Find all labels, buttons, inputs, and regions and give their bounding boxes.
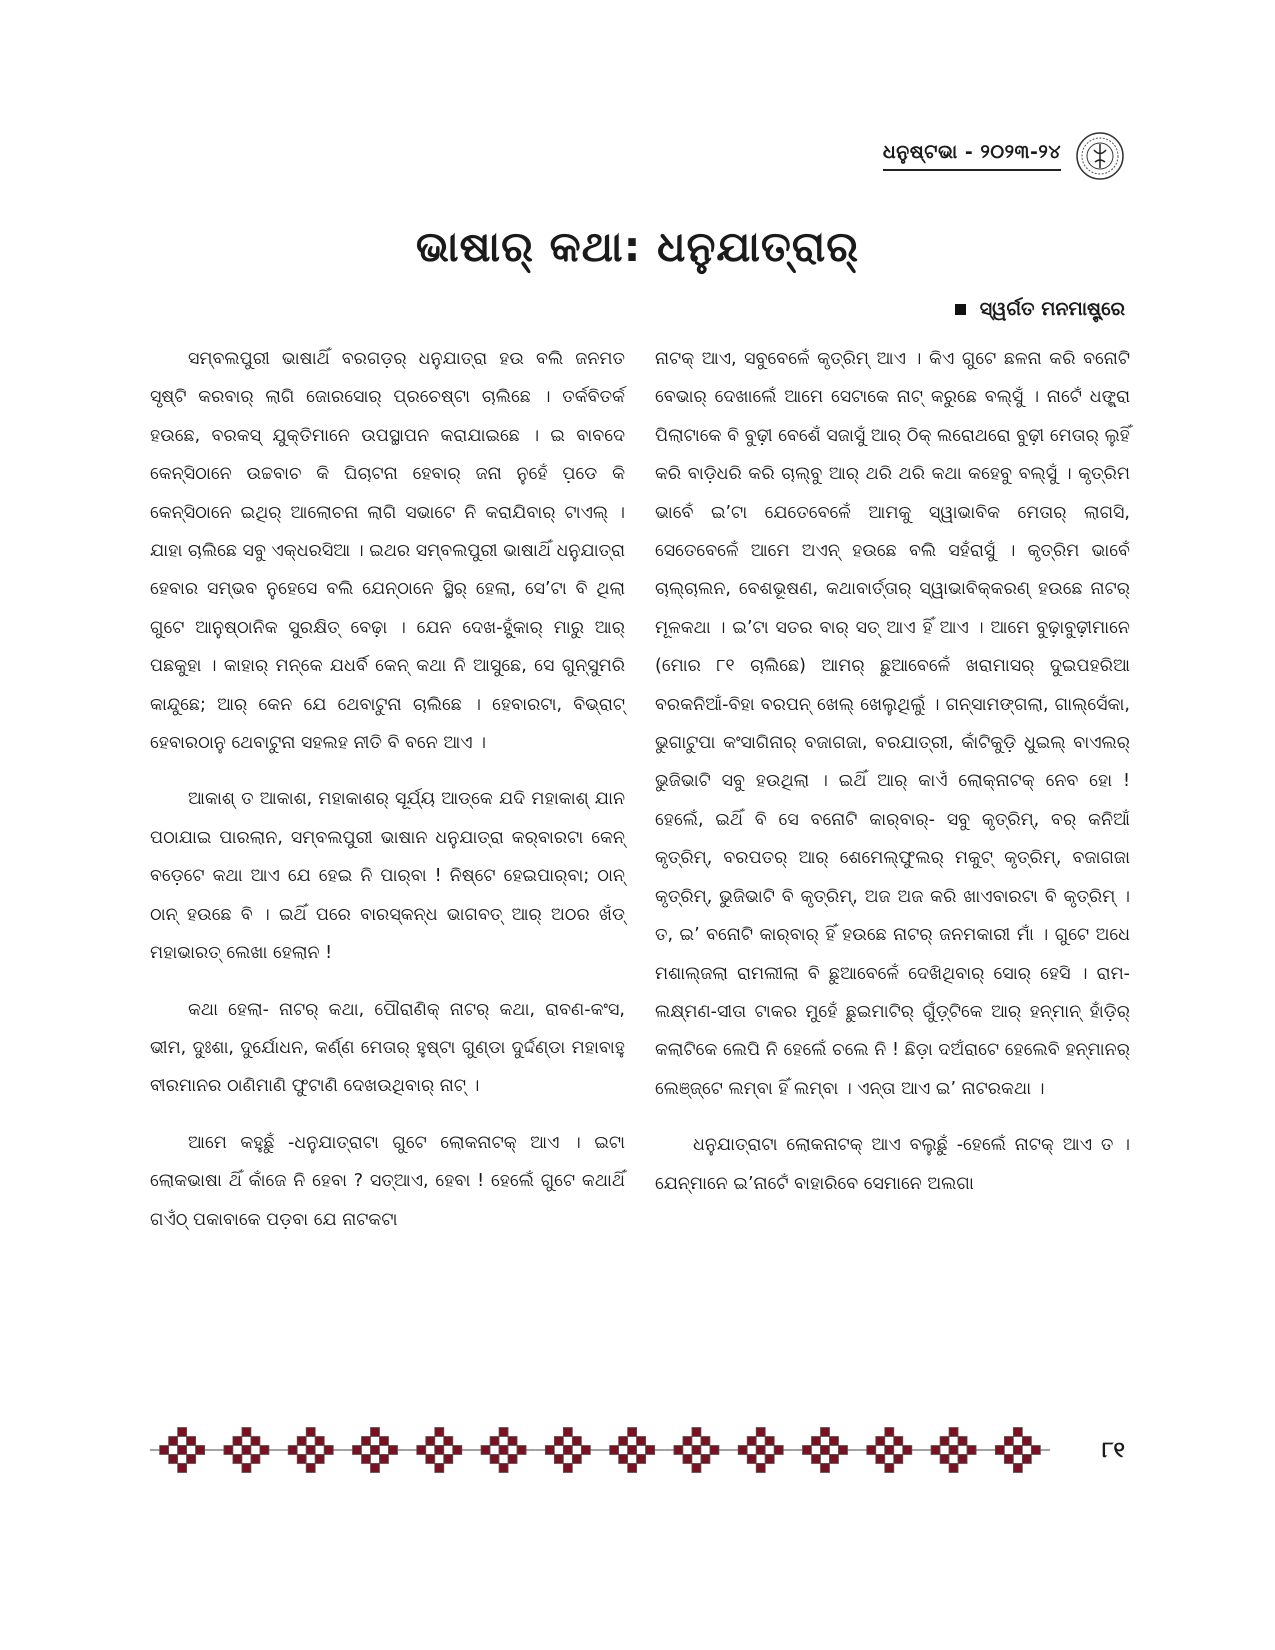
ornament-motif-icon (407, 1428, 471, 1473)
running-title: ଧନୁଷ୍ଟଭା - ୨୦୨୩-୨୪ (883, 141, 1061, 171)
ornament-motif-icon (343, 1428, 407, 1473)
ornament-motif-icon (214, 1428, 278, 1473)
paragraph: ସମ୍ବଲପୁରୀ ଭାଷାଥିଁ ବରଗଡ଼ର୍ ଧନୁଯାତ୍ରା ହଉ ବଲି ଜନମତ ସୃଷ୍ଟି କରବାର୍ ଲାଗି ଜୋରସୋର୍ ପ୍ରଚେଷ୍ଟା ଚାଲିଛେ । ତର୍କବିତର୍କ ହଉଛେ, ବରକସ୍ ଯୁକ୍ତିମାନେ ଉପସ୍ଥାପନ କରାଯାଇଛେ । ଇ ବାବଦେ କେନ୍‌ସିଠାନେ ଉଚ୍ଚବାଚ କି ଘିଚାଟନା ହେବାର୍ ଜନା ନୁହେଁ ପଡେ଼ କି କେନ୍‌ସିଠାନେ ଇଥିର୍ ଆଲୋଚନା ଲାଗି ସଭାଟେ ନି କରାଯିବାର୍ ଟାଏଲ୍ । ଯାହା ଚାଲିଛେ ସବୁ ଏକ୍‌ଧରସିଆ । ଇଥର ସମ୍ବଲପୁରୀ ଭାଷାଥିଁ ଧନୁଯାତ୍ରା ହେବାର ସମ୍ଭବ ନୁହେସେ ବଲି ଯେନ୍‌ଠାନେ ସ୍ଥିର୍ ହେଲା, ସେ’ଟା ବି ଥିଲା ଗୁଟେ ଆନୁଷ୍ଠାନିକ ସୁରକ୍ଷିତ୍ ବେଢ଼ା । ଯେନ ଦେଖ-ହୁଁକାର୍ ମାରୁ ଆର୍ ପଛକୁହା । କାହାର୍ ମନ୍‌କେ ଯଧର୍ବି କେନ୍ କଥା ନି ଆସୁଛେ, ସେ ଗୁନ୍‌ସୁମରି କାନ୍ଦୁଛେ; ଆର୍ କେନ ଯେ ଥେବାଟୁନା ଚାଲିଛେ । ହେବାରଟା, ବିଭ୍ରାଟ୍ ହେବାରଠାନୁ ଥେବାଟୁନା ସହଲହ ନୀତି ବି ବନେ ଆଏ । (150, 349, 625, 754)
paragraph: କଥା ହେଲା- ନାଟର୍ କଥା, ପୌରାଣିକ୍ ନାଟର୍ କଥା, ରାବଣ-କଂସ, ଭୀମ, ଦୁଃଶା, ଦୁର୍ଯୋଧନ, କର୍ଣ୍ଣ ମେତାର୍ ହୁଷ୍ଟା ଗୁଣ୍ଡା ଦୁର୍ଦ୍ଦଣ୍ଡା ମହାବାହୁ ବୀରମାନର ଠାଣିମାଣି ଫୁଟାଣି ଦେଖଉଥିବାର୍ ନାଟ୍ । (150, 999, 625, 1097)
bullet-square-icon (955, 304, 966, 315)
article-title: ଭାଷାର୍ କଥା: ଧନୁଯାତ୍ରାର୍ (415, 222, 860, 271)
ornament-motif-icon (729, 1428, 793, 1473)
left-column (150, 340, 625, 1239)
paragraph: ଧନୁଯାତ୍ରାଟା ଲୋକନାଟକ୍ ଆଏ ବଲୁଛୁଁ -ହେଲେଁ ନାଟକ୍ ଆଏ ତ । ଯେନ୍‌ମାନେ ଇ’ନାଟେଁ ବାହାରିବେ ସେମାନେ ଅଲଗା (655, 1135, 1130, 1194)
ornament-motif-icon (664, 1428, 728, 1473)
seal-emblem-icon (1075, 131, 1125, 181)
running-header (883, 131, 1125, 181)
ornament-motif-icon (279, 1428, 343, 1473)
author-byline (955, 298, 1125, 320)
ornament-motif-icon (471, 1428, 535, 1473)
ornament-motif-icon (536, 1428, 600, 1473)
ornament-motif-icon (150, 1428, 214, 1473)
page-footer (150, 1420, 1125, 1480)
author-name: ସ୍ୱର୍ଗତ ମନମାଷ୍ଟ୍ରେ (979, 298, 1125, 320)
page-number: ୮୧ (1102, 1437, 1125, 1463)
paragraph: ଆମେ କହୁଛୁଁ -ଧନୁଯାତ୍ରାଟା ଗୁଟେ ଲୋକନାଟକ୍ ଆଏ । ଇଟା ଲୋକଭାଷା ଥିଁ କାଁଜେ ନି ହେବା ? ସତ୍‌ଆଏ, ହେବା ! ହେଲେଁ ଗୁଟେ କଥାଥିଁ ଗଏଁଠ୍ ପକାବାକେ ପଡ଼ବା ଯେ ନାଟକଟା (150, 1132, 625, 1230)
ornament-motif-icon (921, 1428, 985, 1473)
footer-ornament-band (150, 1420, 1065, 1480)
ornament-motif-icon (857, 1428, 921, 1473)
right-column (655, 340, 1130, 1203)
paragraph: ଆକାଶ୍ ତ ଆକାଶ, ମହାକାଶର୍ ସୂର୍ଯ୍ୟ ଆଡ୍‌କେ ଯଦି ମହାକାଶ୍ ଯାନ ପଠାଯାଇ ପାରଲାନ, ସମ୍ବଲପୁରୀ ଭାଷାନ ଧନୁଯାତ୍ରା କର୍‌ବାରଟା କେନ୍ ବଡ଼େଟେ କଥା ଆଏ ଯେ ହେଇ ନି ପାର୍‌ବା ! ନିଷ୍ଟେ ହେଇପାର୍‌ବା; ଠାନ୍ ଠାନ୍ ହଉଛେ ବି । ଇଥିଁ ପରେ ବାରସ୍କନ୍ଧ ଭାଗବତ୍ ଆର୍ ଅଠର ଖଁଡ୍ ମହାଭାରତ୍ ଲେଖା ହେଲାନ ! (150, 789, 625, 964)
paragraph: ନାଟକ୍ ଆଏ, ସବୁବେଳେଁ କୃତ୍ରିମ୍ ଆଏ । କିଏ ଗୁଟେ ଛଳନା କରି ବନୋଟି ବେଭାର୍ ଦେଖାଲେଁ ଆମେ ସେଟାକେ ନାଟ୍ କରୁଛେ ବଲ୍‌ସୁଁ । ନାଟେଁ ଧଙ୍ଗ୍ରା ପିଲାଟାକେ ବି ବୁଢ଼ୀ ବେଶେଁ ସଜାସୁଁ ଆର୍ ଠିକ୍ ଲରୋଥରୋ ବୁଢ଼ୀ ମେତାର୍ ଲୁହିଁ କରି ବାଡ଼ିଧରି କରି ଚାଲ୍‌ବୁ ଆର୍ ଥରି ଥରି କଥା କହେବୁ ବଲ୍‌ସୁଁ । କୃତ୍ରିମ ଭାବେଁ ଇ’ଟା ଯେତେବେଳେଁ ଆମକୁ ସ୍ୱାଭାବିକ ମେତାର୍ ଲାଗସି, ସେତେବେଳେଁ ଆମେ ଅଏନ୍ ହଉଛେ ବଲି ସହଁରାସୁଁ । କୃତ୍ରିମ ଭାବେଁ ଚାଲ୍‌ଚାଲନ, ବେଶଭୂଷଣ, କଥାବାର୍ତ୍ତାର୍ ସ୍ୱାଭାବିକ୍‌କରଣ୍ ହଉଛେ ନାଟର୍ ମୂଳକଥା । ଇ’ଟା ସତର ବାର୍ ସତ୍ ଆଏ ହିଁ ଆଏ । ଆମେ ବୁଢ଼ାବୁଢ଼ୀମାନେ (ମୋର ୮୧ ଚାଲିଛେ) ଆମର୍ ଛୁଆବେଳେଁ ଖରାମାସର୍ ଦୁଇପହରିଆ ବରକନିଆଁ-ବିହା ବରପନ୍ ଖେଲ୍ ଖେଲୁଥିଲୁଁ । ଗନ୍‌ସାମଙ୍ଗଲା, ଗାଲ୍‌ସେଁକା, ଭୁଗାଟୁପା କଂସାଗିନାର୍ ବଜାଗଜା, ବରଯାତ୍ରୀ, କାଁଟିକୁଡ଼ି ଧୁଇଲ୍ ବାଏଲର୍ ଭୁଜିଭାଟି ସବୁ ହଉଥିଲା । ଇଥିଁ ଆର୍ କାଏଁ ଲୋକ୍‌ନାଟକ୍ ନେବ ହୋ ! ହେଲେଁ, ଇଥିଁ ବି ସେ ବନୋଟି କାର୍‌ବାର୍- ସବୁ କୃତ୍ରିମ୍, ବର୍ କନିଆଁ କୃତ୍ରିମ୍, ବରପତର୍ ଆର୍ ଶେମେଲ୍‌ଫୁଲର୍ ମକୁଟ୍ କୃତ୍ରିମ୍, ବଜାଗଜା କୃତ୍ରିମ୍, ଭୁଜିଭାଟି ବି କୃତ୍ରିମ୍, ଅଜ ଅଜ କରି ଖାଏବାରଟା ବି କୃତ୍ରିମ୍ । ତ, ଇ’ ବନୋଟି କାର୍‌ବାର୍ ହିଁ ହଉଛେ ନାଟର୍ ଜନମକାରୀ ମାଁ । ଗୁଟେ ଅଧେ ମଶାଲ୍‌ଜଲା ରାମଲୀଲା ବି ଛୁଆବେଳେଁ ଦେଖିଥିବାର୍ ସୋର୍ ହେସି । ରାମ-ଲକ୍ଷ୍ମଣ-ସୀତା ଟାକର ମୁହେଁ ଛୁଇମାଟିର୍ ଗୁଁଡ଼୍‌ଟିକେ ଆର୍ ହନ୍‌ମାନ୍ ହାଁଡ଼ିର୍ କଲାଟିକେ ଲେପି ନି ହେଲେଁ ଚଲେ ନି ! ଛିଡ଼ା ଦଅଁରାଟେ ହେଲେବି ହନ୍‌ମାନର୍ ଲେଞ୍ଜ୍‌ଟେ ଲମ୍ବା ହିଁ ଲମ୍ବା । ଏନ୍ତା ଆଏ ଇ’ ନାଟରକଥା । (655, 349, 1130, 1099)
ornament-motif-icon (793, 1428, 857, 1473)
ornament-motif-icon (986, 1428, 1050, 1473)
ornament-motif-icon (600, 1428, 664, 1473)
